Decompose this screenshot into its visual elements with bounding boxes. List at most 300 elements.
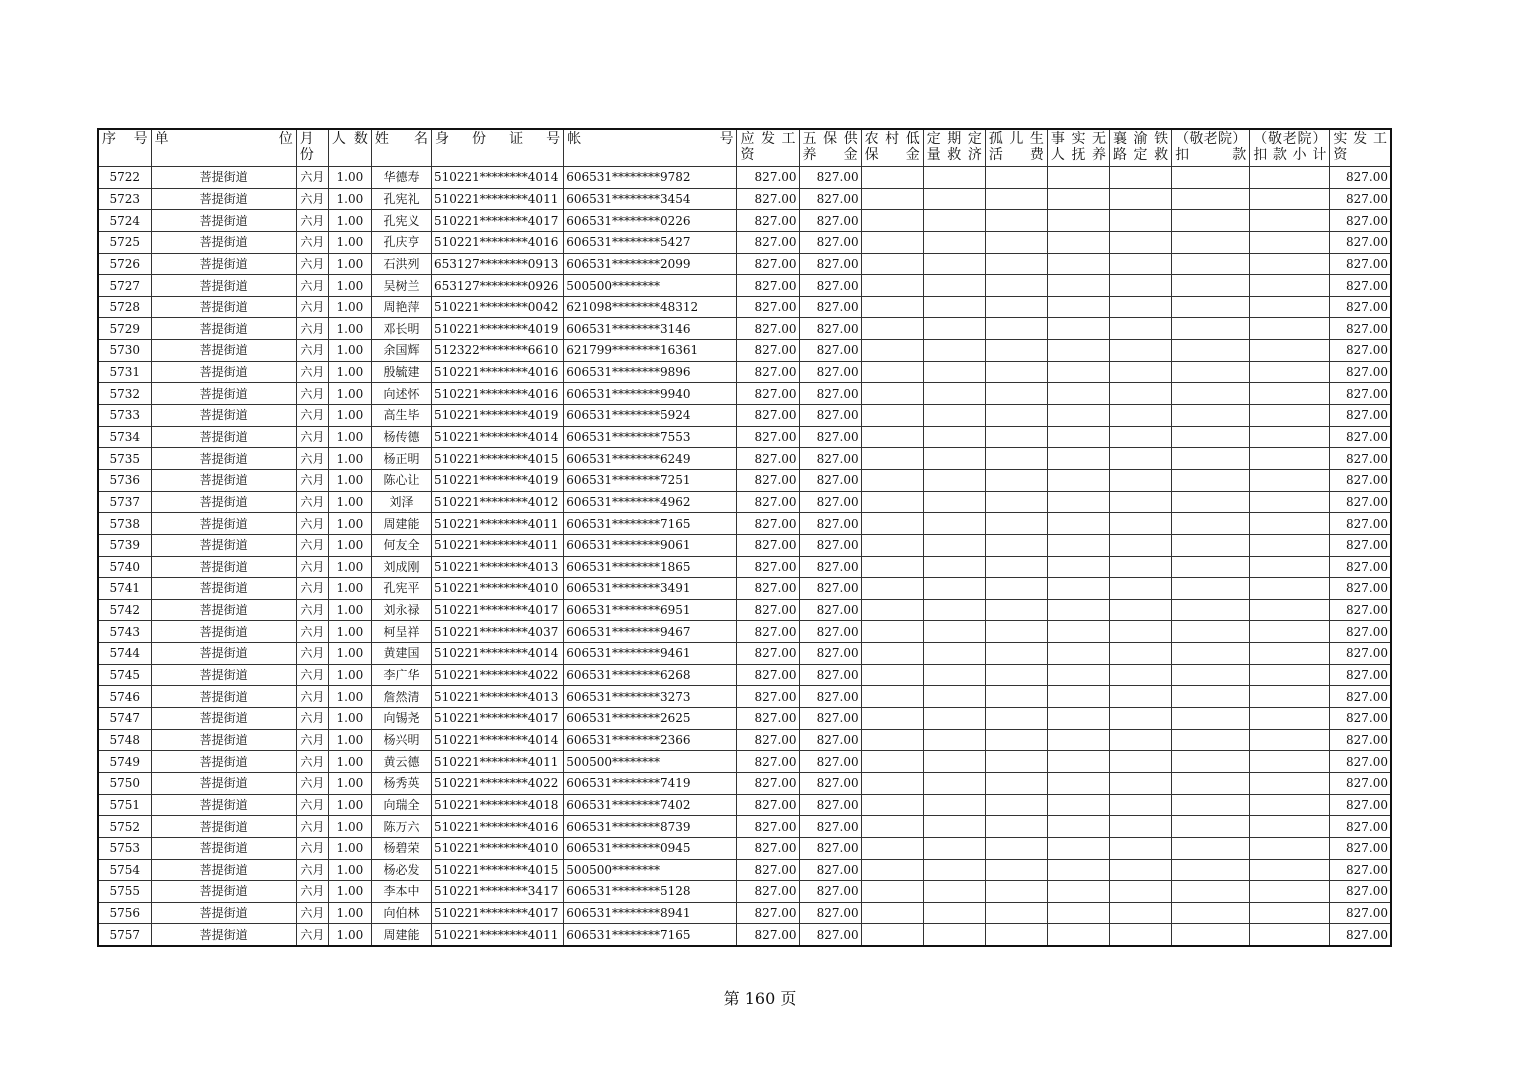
cell-dibao bbox=[861, 859, 923, 881]
cell-name: 杨兴明 bbox=[371, 729, 431, 751]
cell-deduct-sub bbox=[1250, 794, 1330, 816]
cell-seq: 5752 bbox=[98, 816, 151, 838]
cell-count: 1.00 bbox=[328, 534, 371, 556]
cell-account: 606531********5427 bbox=[564, 231, 737, 253]
cell-account: 606531********0226 bbox=[564, 210, 737, 232]
cell-dingliang bbox=[923, 664, 985, 686]
cell-orphan bbox=[985, 210, 1047, 232]
cell-xiangyu bbox=[1110, 816, 1172, 838]
cell-gross: 827.00 bbox=[737, 534, 799, 556]
cell-account: 606531********6268 bbox=[564, 664, 737, 686]
cell-dibao bbox=[861, 794, 923, 816]
table-row bbox=[98, 643, 1391, 665]
cell-deduct bbox=[1172, 772, 1250, 794]
cell-unit: 菩提街道 bbox=[151, 383, 296, 405]
cell-seq: 5751 bbox=[98, 794, 151, 816]
cell-dibao bbox=[861, 318, 923, 340]
cell-unit: 菩提街道 bbox=[151, 405, 296, 427]
cell-deduct bbox=[1172, 708, 1250, 730]
cell-month: 六月 bbox=[296, 859, 328, 881]
cell-unit: 菩提街道 bbox=[151, 340, 296, 362]
cell-count: 1.00 bbox=[328, 859, 371, 881]
cell-count: 1.00 bbox=[328, 253, 371, 275]
cell-month: 六月 bbox=[296, 210, 328, 232]
cell-account: 606531********0945 bbox=[564, 837, 737, 859]
cell-deduct-sub bbox=[1250, 729, 1330, 751]
cell-unit: 菩提街道 bbox=[151, 448, 296, 470]
cell-xiangyu bbox=[1110, 556, 1172, 578]
cell-count: 1.00 bbox=[328, 924, 371, 946]
cell-wubao: 827.00 bbox=[799, 253, 861, 275]
cell-dibao bbox=[861, 902, 923, 924]
cell-dibao bbox=[861, 556, 923, 578]
cell-seq: 5754 bbox=[98, 859, 151, 881]
cell-orphan bbox=[985, 816, 1047, 838]
cell-dingliang bbox=[923, 448, 985, 470]
cell-count: 1.00 bbox=[328, 361, 371, 383]
cell-dibao bbox=[861, 881, 923, 903]
page-number: 第 160 页 bbox=[723, 989, 797, 1008]
col-header-deduct: （敬老院） 扣 款 bbox=[1172, 129, 1250, 167]
cell-gross: 827.00 bbox=[737, 686, 799, 708]
cell-deduct-sub bbox=[1250, 751, 1330, 773]
cell-unit: 菩提街道 bbox=[151, 188, 296, 210]
cell-deduct-sub bbox=[1250, 664, 1330, 686]
cell-month: 六月 bbox=[296, 426, 328, 448]
cell-deduct bbox=[1172, 924, 1250, 946]
cell-id: 510221********3417 bbox=[431, 881, 563, 903]
table-row bbox=[98, 491, 1391, 513]
cell-account: 500500******** bbox=[564, 751, 737, 773]
cell-count: 1.00 bbox=[328, 340, 371, 362]
cell-orphan bbox=[985, 296, 1047, 318]
cell-unit: 菩提街道 bbox=[151, 361, 296, 383]
col-header-account: 帐 号 bbox=[564, 129, 737, 167]
cell-name: 杨正明 bbox=[371, 448, 431, 470]
cell-name: 刘永禄 bbox=[371, 599, 431, 621]
cell-seq: 5757 bbox=[98, 924, 151, 946]
cell-xiangyu bbox=[1110, 188, 1172, 210]
cell-xiangyu bbox=[1110, 686, 1172, 708]
cell-deduct bbox=[1172, 837, 1250, 859]
cell-name: 殷毓建 bbox=[371, 361, 431, 383]
cell-seq: 5739 bbox=[98, 534, 151, 556]
cell-net: 827.00 bbox=[1330, 340, 1391, 362]
cell-net: 827.00 bbox=[1330, 405, 1391, 427]
cell-deduct bbox=[1172, 448, 1250, 470]
cell-id: 510221********4037 bbox=[431, 621, 563, 643]
cell-dibao bbox=[861, 210, 923, 232]
cell-gross: 827.00 bbox=[737, 491, 799, 513]
table-row bbox=[98, 708, 1391, 730]
table-row bbox=[98, 231, 1391, 253]
cell-dingliang bbox=[923, 708, 985, 730]
cell-orphan bbox=[985, 924, 1047, 946]
table-body bbox=[98, 167, 1391, 947]
cell-month: 六月 bbox=[296, 664, 328, 686]
cell-net: 827.00 bbox=[1330, 296, 1391, 318]
cell-deduct bbox=[1172, 729, 1250, 751]
cell-net: 827.00 bbox=[1330, 708, 1391, 730]
cell-shishi bbox=[1047, 231, 1109, 253]
cell-deduct bbox=[1172, 643, 1250, 665]
table-row bbox=[98, 664, 1391, 686]
cell-net: 827.00 bbox=[1330, 729, 1391, 751]
cell-id: 510221********4014 bbox=[431, 643, 563, 665]
table-row bbox=[98, 210, 1391, 232]
cell-account: 606531********7553 bbox=[564, 426, 737, 448]
cell-dingliang bbox=[923, 383, 985, 405]
cell-month: 六月 bbox=[296, 231, 328, 253]
cell-unit: 菩提街道 bbox=[151, 167, 296, 189]
cell-gross: 827.00 bbox=[737, 772, 799, 794]
cell-id: 510221********4011 bbox=[431, 924, 563, 946]
cell-deduct-sub bbox=[1250, 621, 1330, 643]
cell-dingliang bbox=[923, 469, 985, 491]
cell-dingliang bbox=[923, 513, 985, 535]
cell-seq: 5738 bbox=[98, 513, 151, 535]
cell-month: 六月 bbox=[296, 253, 328, 275]
cell-deduct-sub bbox=[1250, 469, 1330, 491]
cell-xiangyu bbox=[1110, 318, 1172, 340]
cell-count: 1.00 bbox=[328, 556, 371, 578]
cell-wubao: 827.00 bbox=[799, 772, 861, 794]
cell-count: 1.00 bbox=[328, 881, 371, 903]
cell-shishi bbox=[1047, 816, 1109, 838]
cell-account: 606531********9782 bbox=[564, 167, 737, 189]
cell-dingliang bbox=[923, 167, 985, 189]
cell-deduct bbox=[1172, 405, 1250, 427]
col-header-dibao: 农 村 低 保 金 bbox=[861, 129, 923, 167]
header-row bbox=[98, 129, 1391, 167]
cell-seq: 5725 bbox=[98, 231, 151, 253]
cell-xiangyu bbox=[1110, 167, 1172, 189]
cell-dibao bbox=[861, 275, 923, 297]
cell-gross: 827.00 bbox=[737, 188, 799, 210]
col-header-net: 实 发 工 资 bbox=[1330, 129, 1391, 167]
cell-shishi bbox=[1047, 859, 1109, 881]
table-row bbox=[98, 296, 1391, 318]
cell-shishi bbox=[1047, 405, 1109, 427]
cell-dingliang bbox=[923, 686, 985, 708]
cell-dingliang bbox=[923, 816, 985, 838]
cell-dibao bbox=[861, 188, 923, 210]
col-header-count: 人 数 bbox=[328, 129, 371, 167]
cell-seq: 5733 bbox=[98, 405, 151, 427]
cell-unit: 菩提街道 bbox=[151, 686, 296, 708]
cell-seq: 5749 bbox=[98, 751, 151, 773]
cell-deduct bbox=[1172, 599, 1250, 621]
cell-month: 六月 bbox=[296, 167, 328, 189]
table-row bbox=[98, 513, 1391, 535]
cell-deduct bbox=[1172, 188, 1250, 210]
cell-dibao bbox=[861, 340, 923, 362]
cell-account: 606531********7402 bbox=[564, 794, 737, 816]
cell-dibao bbox=[861, 469, 923, 491]
cell-wubao: 827.00 bbox=[799, 556, 861, 578]
cell-name: 刘泽 bbox=[371, 491, 431, 513]
cell-count: 1.00 bbox=[328, 664, 371, 686]
cell-net: 827.00 bbox=[1330, 491, 1391, 513]
cell-gross: 827.00 bbox=[737, 729, 799, 751]
cell-shishi bbox=[1047, 167, 1109, 189]
cell-gross: 827.00 bbox=[737, 643, 799, 665]
cell-net: 827.00 bbox=[1330, 621, 1391, 643]
cell-dingliang bbox=[923, 556, 985, 578]
cell-account: 606531********7165 bbox=[564, 513, 737, 535]
cell-shishi bbox=[1047, 318, 1109, 340]
cell-net: 827.00 bbox=[1330, 469, 1391, 491]
cell-seq: 5744 bbox=[98, 643, 151, 665]
cell-orphan bbox=[985, 794, 1047, 816]
cell-name: 杨秀英 bbox=[371, 772, 431, 794]
cell-deduct-sub bbox=[1250, 881, 1330, 903]
cell-dingliang bbox=[923, 643, 985, 665]
cell-id: 510221********4016 bbox=[431, 383, 563, 405]
cell-deduct bbox=[1172, 426, 1250, 448]
cell-orphan bbox=[985, 231, 1047, 253]
cell-id: 510221********4017 bbox=[431, 902, 563, 924]
cell-net: 827.00 bbox=[1330, 534, 1391, 556]
cell-id: 510221********4011 bbox=[431, 534, 563, 556]
cell-dingliang bbox=[923, 188, 985, 210]
cell-orphan bbox=[985, 340, 1047, 362]
cell-gross: 827.00 bbox=[737, 859, 799, 881]
cell-xiangyu bbox=[1110, 751, 1172, 773]
cell-deduct-sub bbox=[1250, 708, 1330, 730]
cell-orphan bbox=[985, 426, 1047, 448]
cell-account: 606531********9896 bbox=[564, 361, 737, 383]
cell-unit: 菩提街道 bbox=[151, 578, 296, 600]
cell-account: 606531********8941 bbox=[564, 902, 737, 924]
cell-net: 827.00 bbox=[1330, 167, 1391, 189]
cell-unit: 菩提街道 bbox=[151, 210, 296, 232]
cell-orphan bbox=[985, 167, 1047, 189]
cell-dibao bbox=[861, 708, 923, 730]
cell-deduct-sub bbox=[1250, 210, 1330, 232]
cell-count: 1.00 bbox=[328, 772, 371, 794]
cell-month: 六月 bbox=[296, 729, 328, 751]
table-row bbox=[98, 383, 1391, 405]
cell-shishi bbox=[1047, 491, 1109, 513]
cell-name: 杨传德 bbox=[371, 426, 431, 448]
cell-dibao bbox=[861, 837, 923, 859]
cell-orphan bbox=[985, 881, 1047, 903]
cell-dingliang bbox=[923, 231, 985, 253]
cell-dingliang bbox=[923, 534, 985, 556]
cell-month: 六月 bbox=[296, 881, 328, 903]
cell-unit: 菩提街道 bbox=[151, 469, 296, 491]
cell-month: 六月 bbox=[296, 340, 328, 362]
cell-name: 向瑞全 bbox=[371, 794, 431, 816]
cell-net: 827.00 bbox=[1330, 751, 1391, 773]
cell-count: 1.00 bbox=[328, 729, 371, 751]
cell-dibao bbox=[861, 578, 923, 600]
table-row bbox=[98, 167, 1391, 189]
cell-orphan bbox=[985, 578, 1047, 600]
table-row bbox=[98, 188, 1391, 210]
cell-name: 杨必发 bbox=[371, 859, 431, 881]
cell-net: 827.00 bbox=[1330, 188, 1391, 210]
cell-xiangyu bbox=[1110, 491, 1172, 513]
cell-gross: 827.00 bbox=[737, 318, 799, 340]
cell-gross: 827.00 bbox=[737, 816, 799, 838]
cell-gross: 827.00 bbox=[737, 210, 799, 232]
cell-name: 孔庆亨 bbox=[371, 231, 431, 253]
cell-gross: 827.00 bbox=[737, 448, 799, 470]
cell-gross: 827.00 bbox=[737, 708, 799, 730]
cell-dibao bbox=[861, 253, 923, 275]
cell-dibao bbox=[861, 599, 923, 621]
cell-unit: 菩提街道 bbox=[151, 664, 296, 686]
cell-xiangyu bbox=[1110, 361, 1172, 383]
cell-account: 606531********9940 bbox=[564, 383, 737, 405]
cell-month: 六月 bbox=[296, 794, 328, 816]
cell-month: 六月 bbox=[296, 643, 328, 665]
cell-deduct-sub bbox=[1250, 491, 1330, 513]
cell-unit: 菩提街道 bbox=[151, 924, 296, 946]
cell-month: 六月 bbox=[296, 578, 328, 600]
cell-id: 510221********4017 bbox=[431, 210, 563, 232]
cell-deduct bbox=[1172, 664, 1250, 686]
cell-account: 500500******** bbox=[564, 275, 737, 297]
cell-gross: 827.00 bbox=[737, 340, 799, 362]
cell-name: 李本中 bbox=[371, 881, 431, 903]
cell-name: 黄建国 bbox=[371, 643, 431, 665]
cell-deduct bbox=[1172, 556, 1250, 578]
table-row bbox=[98, 837, 1391, 859]
cell-month: 六月 bbox=[296, 751, 328, 773]
cell-account: 606531********7165 bbox=[564, 924, 737, 946]
cell-seq: 5747 bbox=[98, 708, 151, 730]
cell-deduct bbox=[1172, 534, 1250, 556]
cell-id: 510221********4012 bbox=[431, 491, 563, 513]
cell-orphan bbox=[985, 859, 1047, 881]
cell-seq: 5743 bbox=[98, 621, 151, 643]
cell-shishi bbox=[1047, 275, 1109, 297]
cell-orphan bbox=[985, 448, 1047, 470]
cell-wubao: 827.00 bbox=[799, 902, 861, 924]
cell-wubao: 827.00 bbox=[799, 599, 861, 621]
cell-name: 华德寿 bbox=[371, 167, 431, 189]
cell-unit: 菩提街道 bbox=[151, 751, 296, 773]
cell-account: 606531********9461 bbox=[564, 643, 737, 665]
cell-deduct bbox=[1172, 210, 1250, 232]
cell-xiangyu bbox=[1110, 448, 1172, 470]
cell-count: 1.00 bbox=[328, 469, 371, 491]
cell-orphan bbox=[985, 621, 1047, 643]
cell-deduct-sub bbox=[1250, 361, 1330, 383]
cell-net: 827.00 bbox=[1330, 556, 1391, 578]
cell-shishi bbox=[1047, 296, 1109, 318]
cell-gross: 827.00 bbox=[737, 902, 799, 924]
cell-deduct bbox=[1172, 167, 1250, 189]
cell-month: 六月 bbox=[296, 902, 328, 924]
cell-name: 周建能 bbox=[371, 513, 431, 535]
cell-gross: 827.00 bbox=[737, 794, 799, 816]
cell-count: 1.00 bbox=[328, 837, 371, 859]
cell-wubao: 827.00 bbox=[799, 210, 861, 232]
cell-orphan bbox=[985, 556, 1047, 578]
cell-shishi bbox=[1047, 426, 1109, 448]
cell-dibao bbox=[861, 167, 923, 189]
cell-dibao bbox=[861, 621, 923, 643]
col-header-unit: 单 位 bbox=[151, 129, 296, 167]
cell-orphan bbox=[985, 837, 1047, 859]
cell-month: 六月 bbox=[296, 361, 328, 383]
cell-xiangyu bbox=[1110, 837, 1172, 859]
cell-seq: 5753 bbox=[98, 837, 151, 859]
cell-wubao: 827.00 bbox=[799, 664, 861, 686]
cell-month: 六月 bbox=[296, 837, 328, 859]
cell-account: 606531********1865 bbox=[564, 556, 737, 578]
cell-account: 606531********3454 bbox=[564, 188, 737, 210]
cell-seq: 5750 bbox=[98, 772, 151, 794]
cell-count: 1.00 bbox=[328, 210, 371, 232]
cell-month: 六月 bbox=[296, 924, 328, 946]
cell-deduct-sub bbox=[1250, 556, 1330, 578]
cell-deduct-sub bbox=[1250, 296, 1330, 318]
cell-shishi bbox=[1047, 340, 1109, 362]
cell-xiangyu bbox=[1110, 210, 1172, 232]
cell-dingliang bbox=[923, 924, 985, 946]
cell-count: 1.00 bbox=[328, 708, 371, 730]
cell-xiangyu bbox=[1110, 643, 1172, 665]
cell-shishi bbox=[1047, 837, 1109, 859]
table-row bbox=[98, 578, 1391, 600]
cell-wubao: 827.00 bbox=[799, 448, 861, 470]
cell-gross: 827.00 bbox=[737, 231, 799, 253]
table-row bbox=[98, 599, 1391, 621]
cell-dibao bbox=[861, 448, 923, 470]
cell-dibao bbox=[861, 534, 923, 556]
cell-wubao: 827.00 bbox=[799, 534, 861, 556]
cell-net: 827.00 bbox=[1330, 383, 1391, 405]
cell-orphan bbox=[985, 253, 1047, 275]
cell-dingliang bbox=[923, 772, 985, 794]
cell-deduct bbox=[1172, 361, 1250, 383]
cell-dingliang bbox=[923, 729, 985, 751]
cell-seq: 5723 bbox=[98, 188, 151, 210]
cell-id: 510221********4022 bbox=[431, 664, 563, 686]
cell-wubao: 827.00 bbox=[799, 318, 861, 340]
cell-deduct bbox=[1172, 816, 1250, 838]
cell-shishi bbox=[1047, 729, 1109, 751]
cell-count: 1.00 bbox=[328, 167, 371, 189]
cell-gross: 827.00 bbox=[737, 837, 799, 859]
cell-account: 606531********6249 bbox=[564, 448, 737, 470]
cell-seq: 5746 bbox=[98, 686, 151, 708]
cell-account: 606531********8739 bbox=[564, 816, 737, 838]
cell-xiangyu bbox=[1110, 924, 1172, 946]
cell-deduct-sub bbox=[1250, 902, 1330, 924]
cell-unit: 菩提街道 bbox=[151, 621, 296, 643]
cell-name: 陈心让 bbox=[371, 469, 431, 491]
cell-count: 1.00 bbox=[328, 188, 371, 210]
col-header-name: 姓 名 bbox=[371, 129, 431, 167]
cell-xiangyu bbox=[1110, 340, 1172, 362]
cell-orphan bbox=[985, 664, 1047, 686]
cell-shishi bbox=[1047, 210, 1109, 232]
cell-seq: 5731 bbox=[98, 361, 151, 383]
cell-net: 827.00 bbox=[1330, 210, 1391, 232]
table-row bbox=[98, 729, 1391, 751]
cell-gross: 827.00 bbox=[737, 556, 799, 578]
cell-net: 827.00 bbox=[1330, 816, 1391, 838]
cell-dibao bbox=[861, 643, 923, 665]
cell-wubao: 827.00 bbox=[799, 794, 861, 816]
cell-deduct-sub bbox=[1250, 426, 1330, 448]
